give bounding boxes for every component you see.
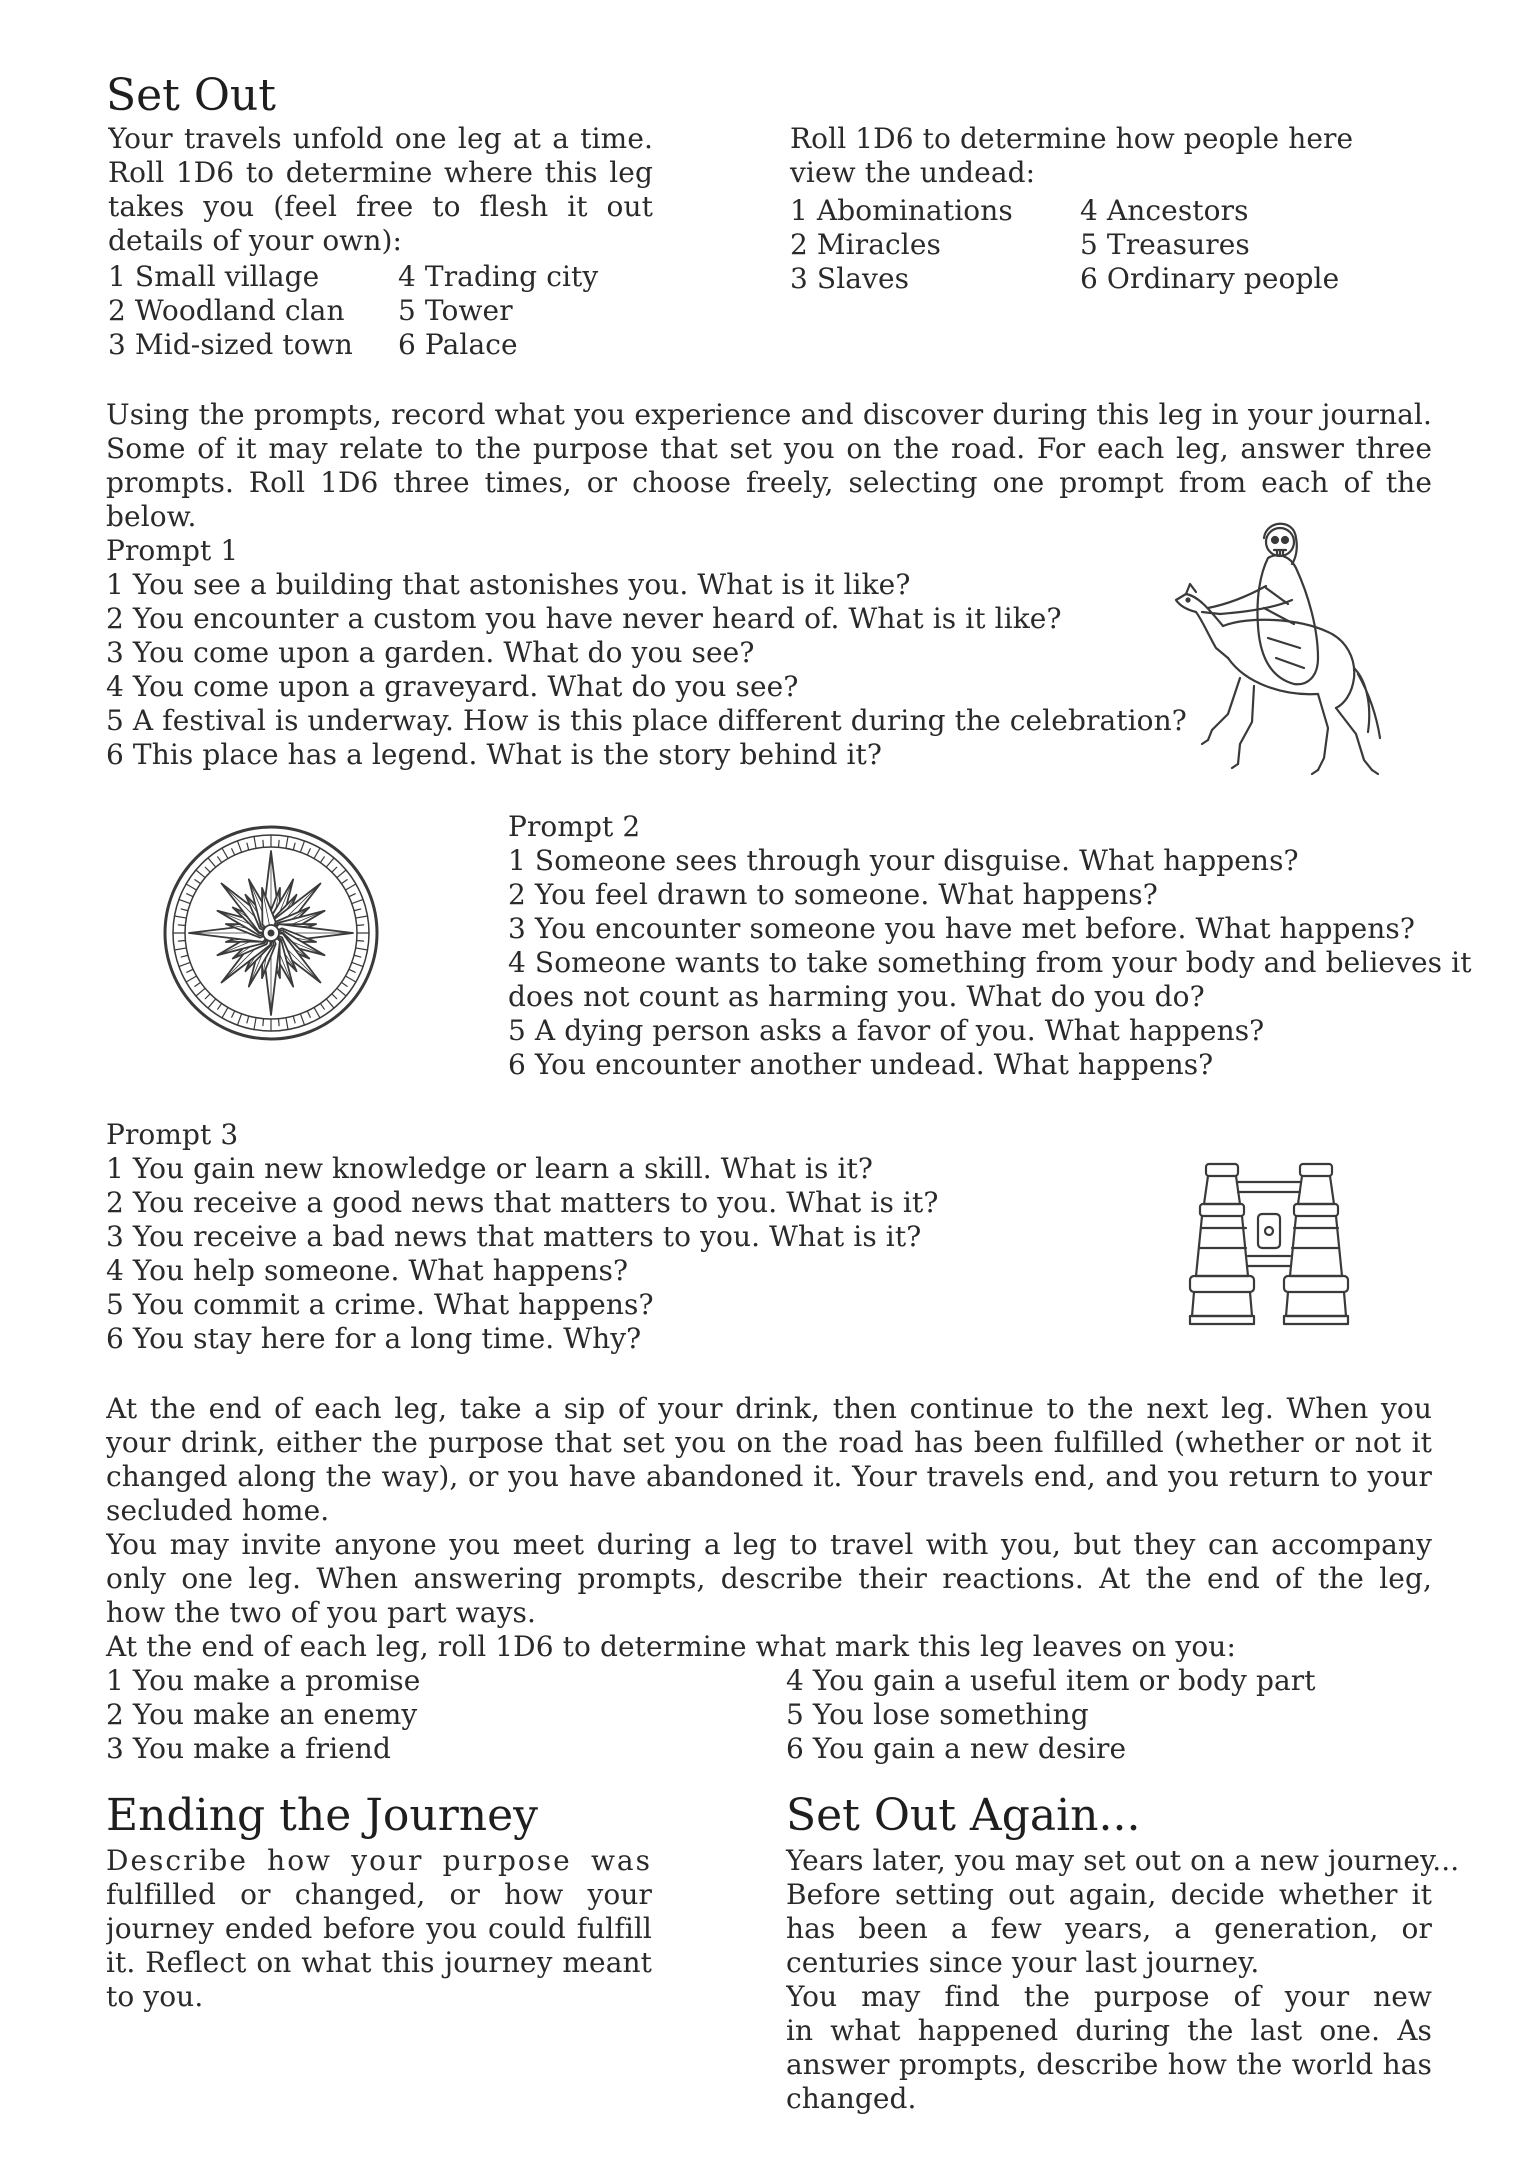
prompts-intro-line: prompts. Roll 1D6 three times, or choose freely, selecting one prompt from each of the: [106, 466, 1432, 499]
set-out-again-line: has been a few years, a generation, or: [786, 1912, 1432, 1945]
prompt-item: 3 You receive a bad news that matters to you. What is it?: [106, 1220, 922, 1253]
prompt-item: 2 You receive a good news that matters to you. What is it?: [106, 1186, 939, 1219]
end-of-leg-text: [106, 1392, 1432, 1664]
prompts-intro-line: Some of it may relate to the purpose that set you on the road. For each leg, answer three: [106, 432, 1432, 465]
skeleton-rider-illustration: [1168, 508, 1388, 788]
set-out-intro: [108, 122, 653, 258]
undead-option: 1 Abominations: [790, 194, 1013, 227]
prompt-item: 1 You gain new knowledge or learn a skill. What is it?: [106, 1152, 873, 1185]
set-out-again-line: Before setting out again, decide whether it: [786, 1878, 1432, 1911]
prompt-item: 6 This place has a legend. What is the story behind it?: [106, 738, 883, 771]
set-out-again-line: centuries since your last journey.: [786, 1946, 1260, 1979]
ending-text: [106, 1844, 652, 2014]
prompt-item: 2 You encounter a custom you have never heard of. What is it like?: [106, 602, 1062, 635]
prompt-item: 3 You come upon a garden. What do you see?: [106, 636, 755, 669]
mark-option: 6 You gain a new desire: [786, 1732, 1127, 1765]
end-of-leg-line: your drink, either the purpose that set you on the road has been fulfilled (whether or not it: [106, 1426, 1432, 1459]
place-option: 5 Tower: [398, 294, 513, 327]
prompt-item: 1 Someone sees through your disguise. What happens?: [508, 844, 1299, 877]
undead-option: 2 Miracles: [790, 228, 941, 261]
ending-line: journey ended before you could fulfill: [106, 1912, 652, 1945]
undead-option: 6 Ordinary people: [1080, 262, 1340, 295]
undead-list-right: [1080, 194, 1339, 296]
end-of-leg-line: only one leg. When answering prompts, describe their reactions. At the end of the leg,: [106, 1562, 1432, 1595]
mark-option: 4 You gain a useful item or body part: [786, 1664, 1316, 1697]
places-list-right: [398, 260, 598, 362]
set-out-again-line: Years later, you may set out on a new journey...: [786, 1844, 1460, 1877]
mark-option: 2 You make an enemy: [106, 1698, 418, 1731]
ending-line: Describe how your purpose was: [106, 1844, 652, 1877]
mark-option: 3 You make a friend: [106, 1732, 391, 1765]
marks-list-right: [786, 1664, 1316, 1766]
prompt-item: 3 You encounter someone you have met before. What happens?: [508, 912, 1415, 945]
prompt3-heading: Prompt 3: [106, 1118, 239, 1151]
undead-option: 5 Treasures: [1080, 228, 1250, 261]
compass-rose-illustration: [160, 822, 382, 1044]
set-out-again-text: [786, 1844, 1460, 2116]
set-out-again-line: answer prompts, describe how the world has: [786, 2048, 1432, 2081]
place-option: 2 Woodland clan: [108, 294, 345, 327]
set-out-again-line: You may find the purpose of your new: [786, 1980, 1432, 2013]
undead-list-left: [790, 194, 1013, 296]
undead-intro-line: Roll 1D6 to determine how people here: [790, 122, 1354, 155]
undead-intro: [790, 122, 1353, 190]
end-of-leg-line: At the end of each leg, take a sip of your drink, then continue to the next leg. When you: [106, 1392, 1432, 1425]
prompt2-heading: Prompt 2: [508, 810, 641, 843]
prompt-item: 5 A festival is underway. How is this place different during the celebration?: [106, 704, 1187, 737]
end-of-leg-line: secluded home.: [106, 1494, 330, 1527]
prompt3-section: [106, 1118, 938, 1356]
set-out-again-title: Set Out Again...: [786, 1790, 1141, 1841]
prompt2-section: [508, 810, 1472, 1082]
prompt-item: 6 You encounter another undead. What happens?: [508, 1048, 1214, 1081]
end-of-leg-line: changed along the way), or you have abandoned it. Your travels end, and you return to your: [106, 1460, 1432, 1493]
end-of-leg-line: how the two of you part ways.: [106, 1596, 537, 1629]
places-list-left: [108, 260, 353, 362]
intro-line: details of your own):: [108, 224, 403, 257]
prompts-intro-line: below.: [106, 500, 197, 533]
undead-intro-line: view the undead:: [790, 156, 1036, 189]
prompts-intro-line: Using the prompts, record what you experience and discover during this leg in your journal.: [106, 398, 1432, 431]
prompt-item: 1 You see a building that astonishes you. What is it like?: [106, 568, 911, 601]
intro-line: Your travels unfold one leg at a time.: [108, 122, 653, 155]
intro-line: Roll 1D6 to determine where this leg: [108, 156, 653, 189]
ending-title: Ending the Journey: [106, 1790, 538, 1841]
mark-option: 5 You lose something: [786, 1698, 1089, 1731]
place-option: 1 Small village: [108, 260, 320, 293]
mark-option: 1 You make a promise: [106, 1664, 421, 1697]
prompt-item: does not count as harming you. What do you do?: [508, 980, 1205, 1013]
undead-option: 3 Slaves: [790, 262, 910, 295]
prompt-item: 5 You commit a crime. What happens?: [106, 1288, 654, 1321]
set-out-again-line: changed.: [786, 2082, 917, 2115]
ending-line: to you.: [106, 1980, 204, 2013]
binoculars-illustration: [1186, 1158, 1352, 1328]
undead-option: 4 Ancestors: [1080, 194, 1249, 227]
set-out-again-line: in what happened during the last one. As: [786, 2014, 1432, 2047]
ending-line: it. Reflect on what this journey meant: [106, 1946, 652, 1979]
prompt-item: 5 A dying person asks a favor of you. What happens?: [508, 1014, 1265, 1047]
prompt1-section: [106, 534, 1187, 772]
prompt-item: 2 You feel drawn to someone. What happens?: [508, 878, 1158, 911]
place-option: 6 Palace: [398, 328, 518, 361]
prompt-item: 4 You help someone. What happens?: [106, 1254, 629, 1287]
end-of-leg-line: At the end of each leg, roll 1D6 to determine what mark this leg leaves on you:: [106, 1630, 1236, 1663]
prompt-item: 4 Someone wants to take something from your body and believes it: [508, 946, 1472, 979]
prompt1-heading: Prompt 1: [106, 534, 239, 567]
ending-line: fulfilled or changed, or how your: [106, 1878, 652, 1911]
marks-list-left: [106, 1664, 420, 1766]
prompt-item: 6 You stay here for a long time. Why?: [106, 1322, 642, 1355]
prompt-item: 4 You come upon a graveyard. What do you see?: [106, 670, 799, 703]
end-of-leg-line: You may invite anyone you meet during a leg to travel with you, but they can accompany: [106, 1528, 1432, 1561]
intro-line: takes you (feel free to flesh it out: [108, 190, 653, 223]
place-option: 4 Trading city: [398, 260, 599, 293]
place-option: 3 Mid-sized town: [108, 328, 353, 361]
set-out-title: Set Out: [106, 70, 276, 121]
